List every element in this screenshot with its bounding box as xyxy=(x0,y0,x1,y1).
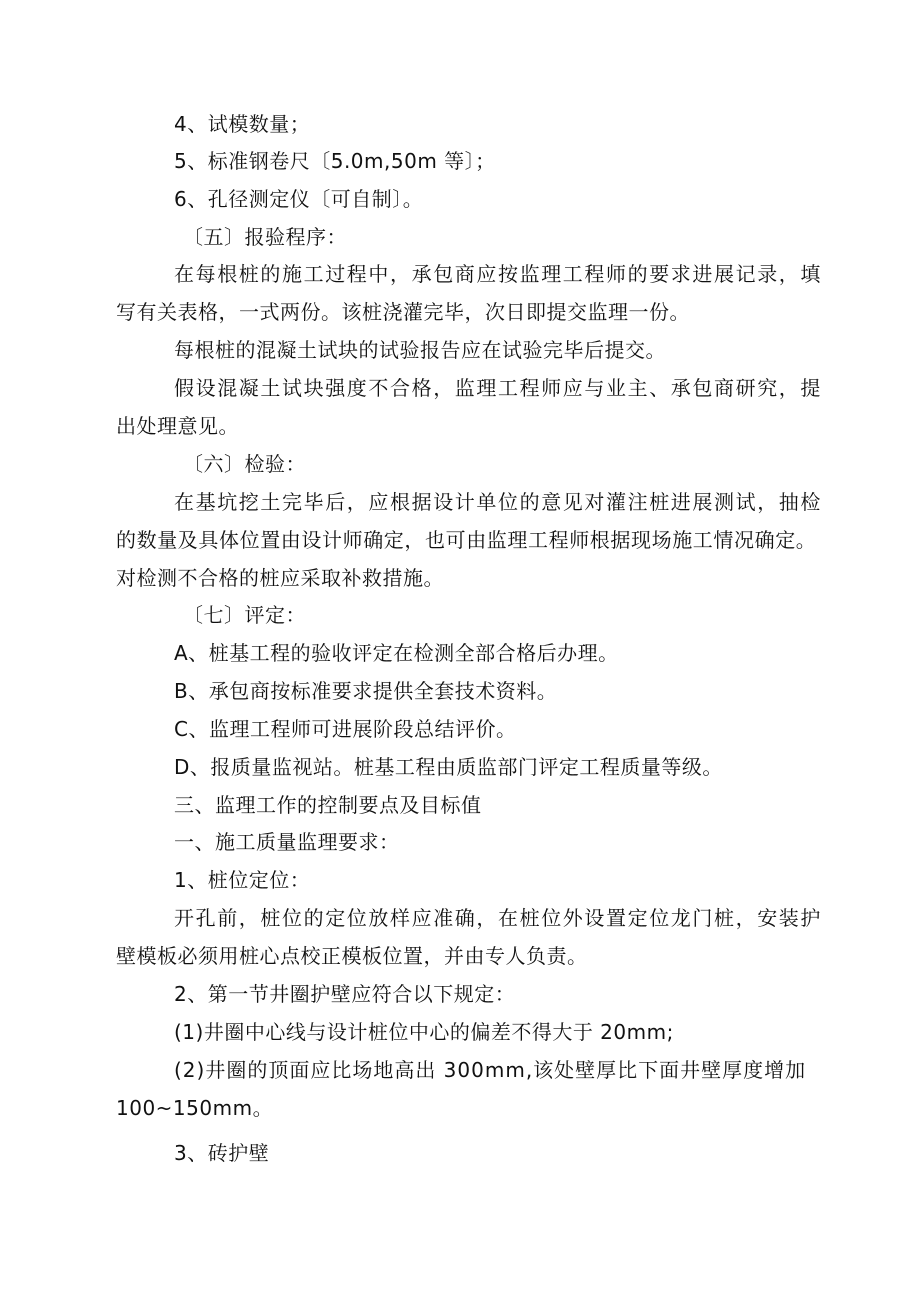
paragraph-line: 对检测不合格的桩应采取补救措施。 xyxy=(116,566,444,590)
paragraph-line: 5、标准钢卷尺〔5.0m,50m 等〕； xyxy=(174,149,496,173)
paragraph-line: 壁模板必须用桩心点校正模板位置，并由专人负责。 xyxy=(116,944,588,968)
paragraph-line: 100~150mm。 xyxy=(116,1096,274,1120)
paragraph-line: 写有关表格，一式两份。该桩浇灌完毕，次日即提交监理一份。 xyxy=(116,300,690,324)
paragraph-line: (2)井圈的顶面应比场地高出 300mm,该处壁厚比下面井壁厚度增加 xyxy=(174,1058,807,1082)
paragraph-line: 开孔前，桩位的定位放样应准确，在桩位外设置定位龙门桩，安装护 xyxy=(174,906,822,930)
paragraph-line: 出处理意见。 xyxy=(116,414,239,438)
section-heading: 一、施工质量监理要求： xyxy=(174,830,400,854)
paragraph-line: 4、试模数量； xyxy=(174,112,311,136)
paragraph-line: 6、孔径测定仪〔可自制〕。 xyxy=(174,187,424,211)
section-heading: 〔六〕检验： xyxy=(183,452,306,476)
paragraph-line: D、报质量监视站。桩基工程由质监部门评定工程质量等级。 xyxy=(174,755,723,779)
paragraph-line: 每根桩的混凝土试块的试验报告应在试验完毕后提交。 xyxy=(174,338,666,362)
paragraph-line: C、监理工程师可进展阶段总结评价。 xyxy=(174,717,517,741)
paragraph-line: A、桩基工程的验收评定在检测全部合格后办理。 xyxy=(174,641,619,665)
paragraph-line: 2、第一节井圈护壁应符合以下规定： xyxy=(174,982,516,1006)
paragraph-line: 3、砖护壁 xyxy=(174,1141,270,1165)
paragraph-line: 1、桩位定位： xyxy=(174,868,311,892)
section-heading: 三、监理工作的控制要点及目标值 xyxy=(174,793,482,817)
paragraph-line: 在每根桩的施工过程中，承包商应按监理工程师的要求进展记录，填 xyxy=(174,262,822,286)
paragraph-line: 假设混凝土试块强度不合格，监理工程师应与业主、承包商研究，提 xyxy=(174,376,822,400)
paragraph-line: 的数量及具体位置由设计师确定，也可由监理工程师根据现场施工情况确定。 xyxy=(116,528,817,552)
paragraph-line: (1)井圈中心线与设计桩位中心的偏差不得大于 20mm; xyxy=(174,1020,674,1044)
section-heading: 〔七〕评定： xyxy=(183,603,306,627)
section-heading: 〔五〕报验程序： xyxy=(183,225,347,249)
paragraph-line: 在基坑挖土完毕后，应根据设计单位的意见对灌注桩进展测试，抽检 xyxy=(174,490,822,514)
paragraph-line: B、承包商按标准要求提供全套技术资料。 xyxy=(174,679,558,703)
